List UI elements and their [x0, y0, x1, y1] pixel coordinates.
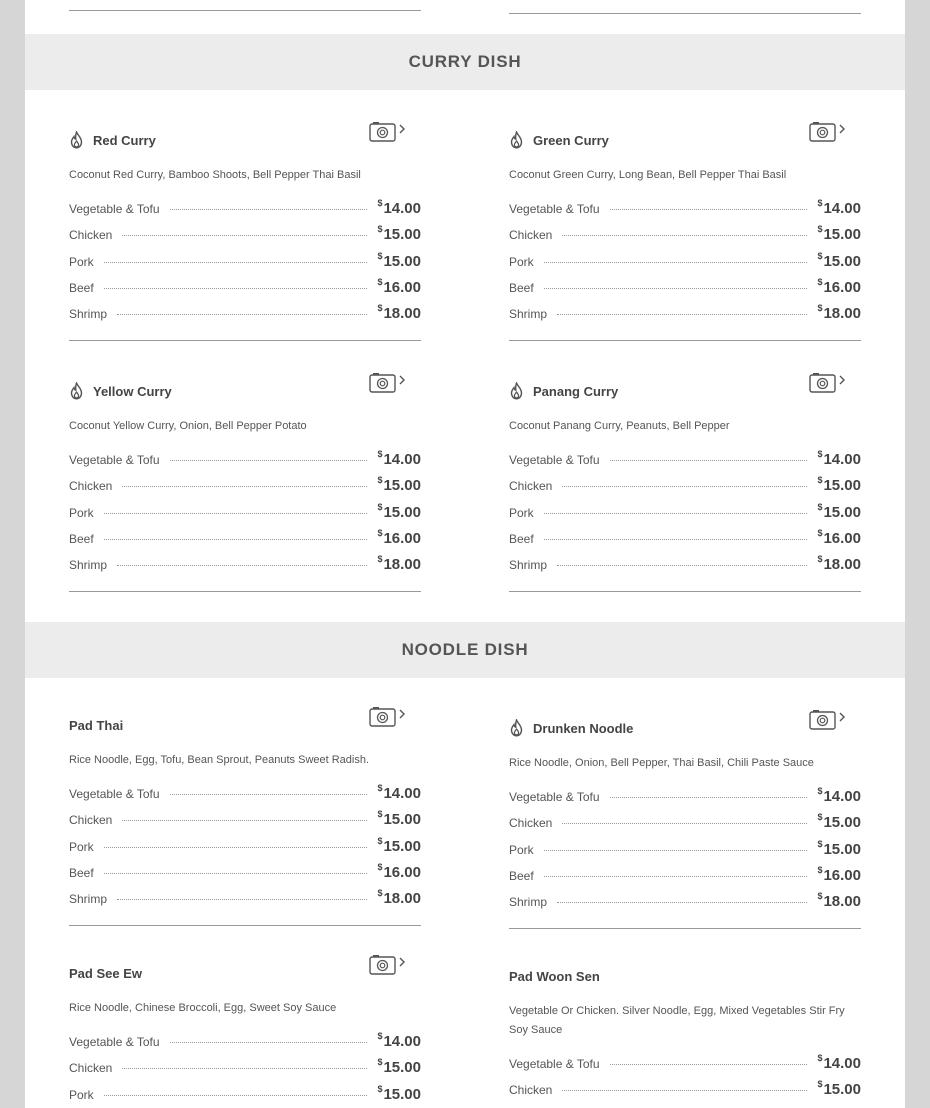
price-amount: 14.00: [383, 785, 421, 802]
price-list: [509, 199, 861, 330]
dot-leader: [104, 262, 368, 263]
currency-symbol: $: [817, 864, 823, 875]
price-amount: 18.00: [383, 305, 421, 323]
price-row: [509, 450, 861, 476]
price-value: [377, 278, 421, 296]
currency-symbol: $: [817, 1053, 823, 1063]
currency-symbol: $: [377, 1031, 383, 1041]
price-row: [509, 529, 861, 555]
price-value: [817, 476, 861, 494]
price-option: Shrimp: [509, 895, 548, 910]
currency-symbol: $: [377, 475, 383, 486]
currency-symbol: $: [817, 303, 823, 314]
price-option: Vegetable & Tofu: [69, 787, 160, 801]
currency-symbol: $: [377, 835, 383, 846]
price-row: [69, 450, 421, 476]
price-amount: 14.00: [383, 1033, 421, 1050]
price-value: [377, 252, 421, 270]
price-value: [377, 503, 421, 521]
currency-symbol: $: [817, 250, 823, 261]
currency-symbol: $: [817, 1079, 823, 1090]
currency-symbol: $: [377, 809, 383, 820]
dish-card: [509, 965, 861, 1107]
spicy-flame-icon: [509, 131, 524, 149]
price-row: [69, 784, 421, 810]
currency-symbol: $: [817, 891, 823, 902]
dot-leader: [544, 850, 808, 851]
spicy-flame-icon: [509, 719, 524, 737]
price-value: [817, 252, 861, 270]
price-row: [69, 889, 421, 915]
dot-leader: [562, 486, 807, 487]
price-amount: 15.00: [823, 226, 861, 244]
price-value: [377, 1058, 421, 1076]
photo-camera-icon: [809, 709, 847, 736]
price-list: [69, 1032, 421, 1108]
currency-symbol: $: [377, 449, 383, 459]
dish-title: [69, 380, 421, 402]
dish-description: Coconut Green Curry, Long Bean, Bell Pepper Thai Basil: [509, 169, 787, 181]
price-row: [509, 503, 861, 529]
dot-leader: [170, 1042, 368, 1043]
price-amount: 16.00: [383, 863, 421, 881]
price-option: Chicken: [509, 1083, 553, 1098]
dot-leader: [122, 820, 367, 821]
price-row: [509, 476, 861, 502]
currency-symbol: $: [377, 198, 383, 208]
currency-symbol: $: [377, 554, 383, 565]
currency-symbol: $: [377, 783, 383, 793]
price-amount: 15.00: [823, 1081, 861, 1099]
price-option: Vegetable & Tofu: [509, 453, 600, 467]
price-amount: 16.00: [383, 278, 421, 296]
price-option: Shrimp: [69, 307, 108, 322]
price-row: [69, 863, 421, 889]
price-row: [69, 1058, 421, 1084]
price-list: [509, 450, 861, 581]
price-option: Chicken: [509, 228, 553, 243]
price-amount: 15.00: [383, 1085, 421, 1103]
price-amount: 18.00: [383, 890, 421, 908]
price-amount: 18.00: [823, 305, 861, 323]
price-row: [509, 225, 861, 251]
divider: [509, 13, 861, 14]
spicy-flame-icon: [69, 131, 84, 149]
dish-title: [509, 717, 861, 739]
price-value: [817, 840, 861, 858]
price-value: [377, 199, 421, 217]
dish-name: Pad See Ew: [69, 965, 142, 981]
price-option: Beef: [509, 868, 534, 883]
price-list: [69, 784, 421, 915]
price-value: [817, 450, 861, 468]
dot-leader: [544, 288, 808, 289]
dish-name: Panang Curry: [533, 383, 619, 399]
dot-leader: [104, 513, 368, 514]
view-photo-button[interactable]: [809, 374, 847, 396]
price-amount: 18.00: [383, 556, 421, 574]
dish-description: Rice Noodle, Egg, Tofu, Bean Sprout, Peanuts Sweet Radish.: [69, 754, 370, 766]
price-value: [817, 1080, 861, 1098]
view-photo-button[interactable]: [369, 374, 407, 396]
dot-leader: [170, 209, 368, 210]
price-value: [377, 1085, 421, 1103]
dot-leader: [562, 235, 807, 236]
divider: [69, 340, 421, 341]
dot-leader: [610, 460, 808, 461]
dish-name: Yellow Curry: [93, 383, 172, 399]
currency-symbol: $: [377, 888, 383, 899]
price-row: [509, 304, 861, 330]
price-option: Vegetable & Tofu: [509, 202, 600, 216]
currency-symbol: $: [377, 501, 383, 512]
price-value: [377, 810, 421, 828]
dot-leader: [562, 1090, 807, 1091]
price-value: [817, 503, 861, 521]
price-value: [817, 278, 861, 296]
price-row: [509, 840, 861, 866]
dot-leader: [562, 823, 807, 824]
photo-camera-icon: [809, 121, 847, 148]
view-photo-button[interactable]: [369, 956, 407, 978]
price-option: Shrimp: [509, 558, 548, 573]
dot-leader: [170, 794, 368, 795]
price-value: [817, 199, 861, 217]
price-option: Shrimp: [69, 892, 108, 907]
price-list: [509, 787, 861, 918]
price-option: Vegetable & Tofu: [69, 1035, 160, 1049]
price-amount: 15.00: [823, 477, 861, 495]
price-amount: 15.00: [823, 840, 861, 858]
photo-camera-icon: [369, 372, 407, 399]
currency-symbol: $: [817, 554, 823, 565]
price-row: [69, 225, 421, 251]
price-value: [377, 889, 421, 907]
divider: [509, 591, 861, 592]
dish-description: Rice Noodle, Chinese Broccoli, Egg, Sweet Soy Sauce: [69, 1002, 337, 1014]
dish-name: Red Curry: [93, 132, 156, 148]
price-option: Pork: [509, 842, 534, 857]
price-row: [69, 503, 421, 529]
section-header-noodle: NOODLE DISH: [25, 622, 905, 678]
dish-card: [69, 962, 421, 1108]
divider: [69, 591, 421, 592]
dot-leader: [122, 486, 367, 487]
dot-leader: [122, 1068, 367, 1069]
photo-camera-icon: [369, 954, 407, 981]
dish-card: [509, 380, 861, 592]
dish-card: [69, 380, 421, 592]
dish-title: [509, 965, 861, 987]
price-value: [377, 476, 421, 494]
view-photo-button[interactable]: [369, 123, 407, 145]
price-row: [69, 252, 421, 278]
price-row: [509, 555, 861, 581]
dot-leader: [544, 876, 808, 877]
dish-title: [509, 129, 861, 151]
divider: [509, 340, 861, 341]
price-amount: 16.00: [823, 529, 861, 547]
dish-title: [69, 129, 421, 151]
dish-description: Coconut Panang Curry, Peanuts, Bell Pepper: [509, 420, 730, 432]
photo-camera-icon: [809, 372, 847, 399]
price-amount: 15.00: [823, 252, 861, 270]
price-row: [69, 278, 421, 304]
price-option: Pork: [69, 1087, 94, 1102]
dot-leader: [557, 902, 807, 903]
price-row: [509, 866, 861, 892]
price-row: [69, 476, 421, 502]
dish-title: [509, 380, 861, 402]
spicy-flame-icon: [69, 382, 84, 400]
price-option: Vegetable & Tofu: [509, 790, 600, 804]
photo-camera-icon: [369, 706, 407, 733]
price-row: [69, 199, 421, 225]
dish-card: [69, 714, 421, 926]
price-option: Pork: [509, 505, 534, 520]
price-list: [509, 1054, 861, 1107]
dot-leader: [104, 847, 368, 848]
dish-card: [509, 717, 861, 929]
price-amount: 14.00: [823, 200, 861, 217]
price-row: [509, 1054, 861, 1080]
currency-symbol: $: [377, 276, 383, 287]
dot-leader: [557, 565, 807, 566]
price-amount: 14.00: [823, 1055, 861, 1072]
divider: [69, 925, 421, 926]
dish-description: Coconut Red Curry, Bamboo Shoots, Bell Pepper Thai Basil: [69, 169, 361, 181]
price-amount: 15.00: [383, 1059, 421, 1077]
dot-leader: [117, 899, 367, 900]
section-header-curry: CURRY DISH: [25, 34, 905, 90]
price-row: [509, 787, 861, 813]
dot-leader: [610, 797, 808, 798]
dot-leader: [104, 288, 368, 289]
dish-name: Green Curry: [533, 132, 609, 148]
price-option: Chicken: [69, 228, 113, 243]
price-amount: 15.00: [383, 837, 421, 855]
dish-title: [69, 714, 421, 736]
price-option: Shrimp: [509, 307, 548, 322]
price-option: Vegetable & Tofu: [69, 202, 160, 216]
price-value: [377, 225, 421, 243]
dish-card: [69, 129, 421, 341]
currency-symbol: $: [377, 1083, 383, 1094]
dot-leader: [122, 235, 367, 236]
dot-leader: [557, 314, 807, 315]
price-option: Beef: [69, 531, 94, 546]
dish-card: [509, 129, 861, 341]
currency-symbol: $: [817, 475, 823, 486]
price-amount: 15.00: [383, 503, 421, 521]
price-list: [69, 199, 421, 330]
price-amount: 15.00: [383, 226, 421, 244]
price-value: [817, 1054, 861, 1072]
price-option: Vegetable & Tofu: [69, 453, 160, 467]
photo-camera-icon: [369, 121, 407, 148]
price-amount: 16.00: [383, 529, 421, 547]
price-option: Chicken: [69, 813, 113, 828]
price-amount: 15.00: [383, 252, 421, 270]
price-row: [69, 555, 421, 581]
price-option: Chicken: [509, 479, 553, 494]
currency-symbol: $: [817, 449, 823, 459]
price-option: Chicken: [69, 479, 113, 494]
dot-leader: [610, 209, 808, 210]
price-row: [69, 810, 421, 836]
dish-description: Vegetable Or Chicken. Silver Noodle, Egg, Mixed Vegetables Stir Fry Soy Sauce: [509, 1005, 845, 1036]
price-option: Chicken: [69, 1061, 113, 1076]
currency-symbol: $: [817, 527, 823, 538]
price-row: [509, 813, 861, 839]
view-photo-button[interactable]: [369, 708, 407, 730]
dot-leader: [610, 1064, 808, 1065]
price-option: Pork: [69, 254, 94, 269]
price-list: [69, 450, 421, 581]
dish-description: Coconut Yellow Curry, Onion, Bell Pepper Potato: [69, 420, 307, 432]
spicy-flame-icon: [509, 382, 524, 400]
currency-symbol: $: [377, 527, 383, 538]
dot-leader: [544, 539, 808, 540]
price-amount: 18.00: [823, 556, 861, 574]
dot-leader: [544, 262, 808, 263]
price-option: Pork: [69, 505, 94, 520]
view-photo-button[interactable]: [809, 711, 847, 733]
price-value: [377, 1032, 421, 1050]
price-amount: 16.00: [823, 278, 861, 296]
price-row: [509, 1080, 861, 1106]
dot-leader: [104, 1095, 368, 1096]
price-row: [69, 529, 421, 555]
price-amount: 18.00: [823, 893, 861, 911]
price-value: [377, 304, 421, 322]
price-amount: 14.00: [383, 451, 421, 468]
price-row: [509, 278, 861, 304]
price-amount: 14.00: [823, 451, 861, 468]
price-option: Beef: [69, 280, 94, 295]
price-row: [69, 837, 421, 863]
price-option: Chicken: [509, 816, 553, 831]
price-value: [377, 555, 421, 573]
price-amount: 15.00: [383, 811, 421, 829]
currency-symbol: $: [377, 303, 383, 314]
price-value: [377, 450, 421, 468]
dot-leader: [170, 460, 368, 461]
price-row: [509, 199, 861, 225]
price-row: [509, 252, 861, 278]
price-amount: 16.00: [823, 866, 861, 884]
currency-symbol: $: [377, 224, 383, 235]
price-value: [817, 529, 861, 547]
currency-symbol: $: [817, 786, 823, 796]
price-amount: 15.00: [823, 503, 861, 521]
divider: [69, 10, 421, 11]
price-value: [377, 784, 421, 802]
view-photo-button[interactable]: [809, 123, 847, 145]
price-amount: 15.00: [823, 814, 861, 832]
menu-panel: [25, 0, 905, 1108]
price-row: [69, 1085, 421, 1108]
price-option: Pork: [509, 254, 534, 269]
currency-symbol: $: [817, 276, 823, 287]
price-value: [817, 555, 861, 573]
price-option: Shrimp: [69, 558, 108, 573]
price-value: [377, 863, 421, 881]
price-option: Pork: [69, 839, 94, 854]
price-amount: 15.00: [383, 477, 421, 495]
dot-leader: [544, 513, 808, 514]
price-value: [817, 866, 861, 884]
currency-symbol: $: [817, 224, 823, 235]
currency-symbol: $: [817, 501, 823, 512]
price-row: [69, 304, 421, 330]
currency-symbol: $: [377, 250, 383, 261]
price-option: Beef: [509, 531, 534, 546]
price-value: [817, 892, 861, 910]
page-background: [5, 0, 925, 1108]
price-amount: 14.00: [383, 200, 421, 217]
currency-symbol: $: [817, 198, 823, 208]
currency-symbol: $: [817, 812, 823, 823]
price-value: [377, 529, 421, 547]
price-value: [817, 813, 861, 831]
price-amount: 14.00: [823, 788, 861, 805]
price-value: [377, 837, 421, 855]
dot-leader: [117, 314, 367, 315]
dish-name: Pad Woon Sen: [509, 968, 600, 984]
currency-symbol: $: [377, 861, 383, 872]
price-value: [817, 225, 861, 243]
price-value: [817, 787, 861, 805]
dish-name: Pad Thai: [69, 717, 124, 733]
price-option: Beef: [509, 280, 534, 295]
price-option: Beef: [69, 865, 94, 880]
currency-symbol: $: [817, 838, 823, 849]
price-row: [69, 1032, 421, 1058]
price-value: [817, 304, 861, 322]
dot-leader: [104, 539, 368, 540]
divider: [509, 928, 861, 929]
dish-description: Rice Noodle, Onion, Bell Pepper, Thai Basil, Chili Paste Sauce: [509, 757, 814, 769]
dish-name: Drunken Noodle: [533, 720, 634, 736]
dot-leader: [117, 565, 367, 566]
currency-symbol: $: [377, 1057, 383, 1068]
dish-title: [69, 962, 421, 984]
dot-leader: [104, 873, 368, 874]
price-row: [509, 892, 861, 918]
price-option: Vegetable & Tofu: [509, 1057, 600, 1071]
